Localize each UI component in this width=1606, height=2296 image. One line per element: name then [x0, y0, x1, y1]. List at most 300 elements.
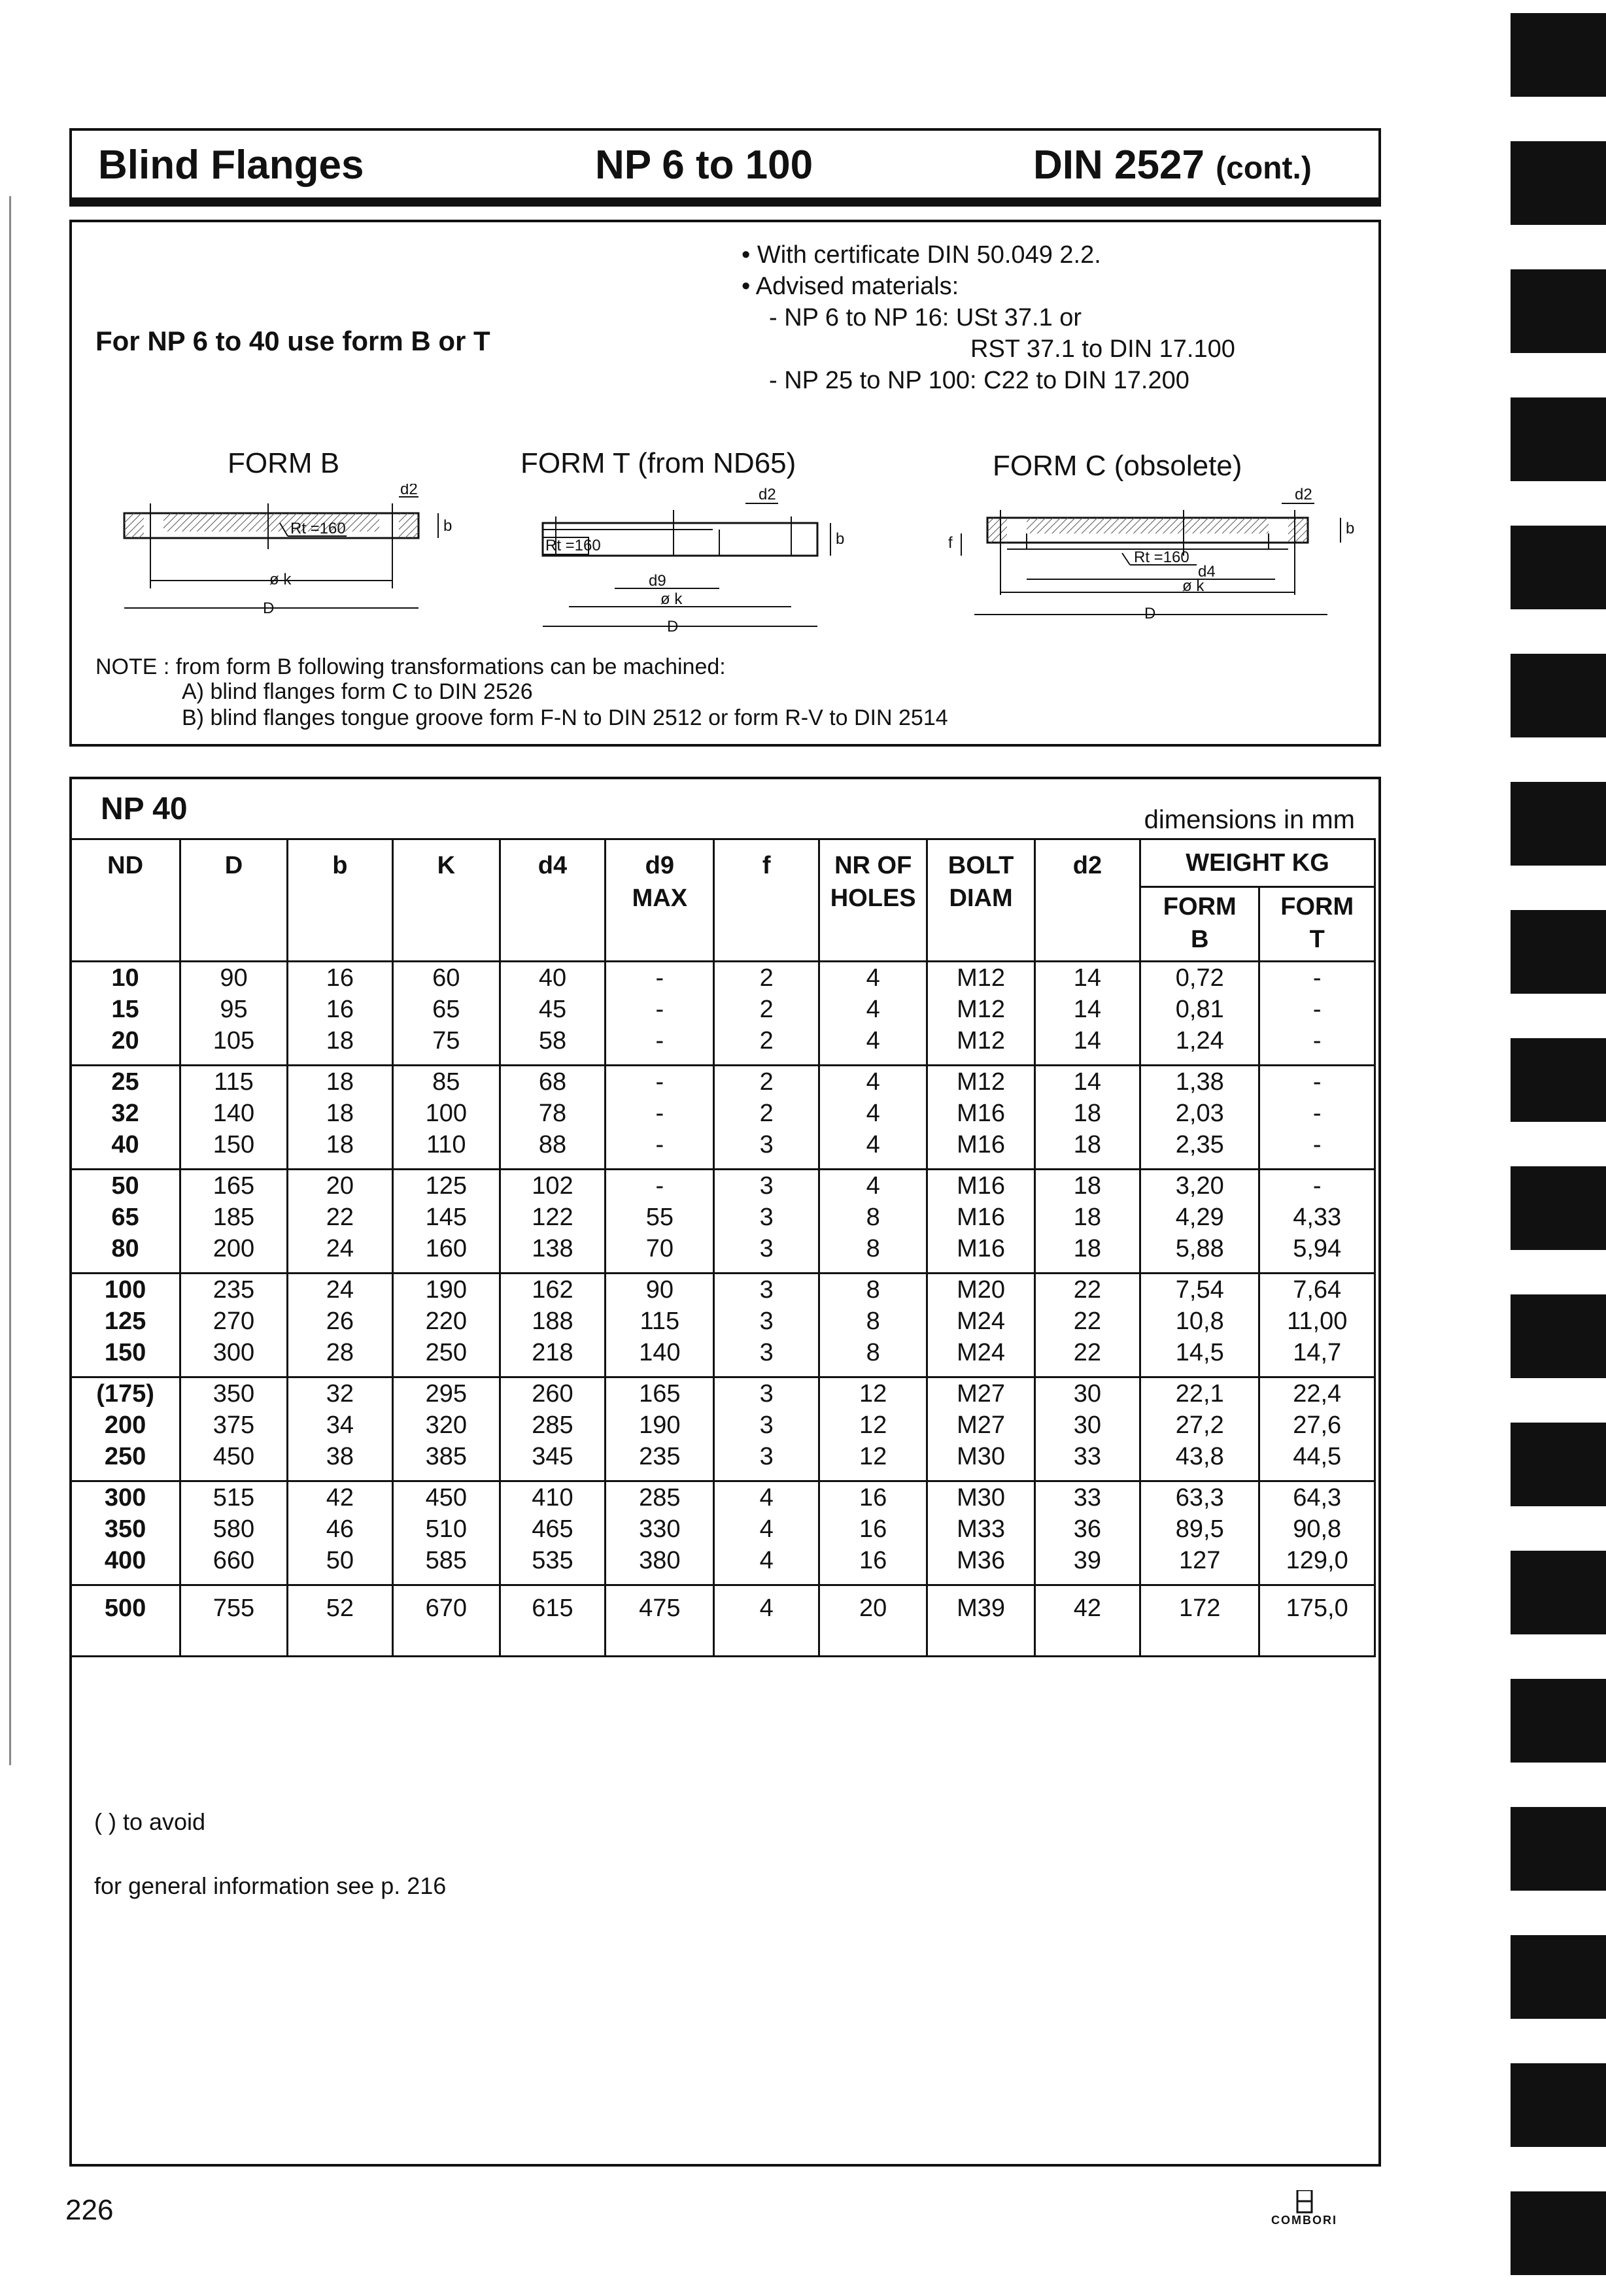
cell-value: 115: [214, 1068, 254, 1096]
cell-value: 44,5: [1293, 1443, 1342, 1470]
cell-value: M30: [957, 1443, 1006, 1470]
standard-suffix: (cont.): [1216, 151, 1312, 186]
cell-value: M16: [957, 1204, 1006, 1231]
cell-value: 465: [532, 1515, 573, 1543]
cell-value: 4: [759, 1547, 774, 1574]
material-line-2: RST 37.1 to DIN 17.100: [970, 335, 1235, 363]
cell-wt: [1259, 1481, 1375, 1585]
cell-k: [392, 1585, 500, 1657]
form-b-rt-label: Rt =160: [290, 520, 346, 537]
cell-b: [287, 1274, 392, 1377]
cell-bolt: [927, 1274, 1035, 1377]
cell-value: 0,72: [1175, 964, 1224, 992]
cell-value: 39: [1073, 1547, 1102, 1574]
cell-value: 90,8: [1293, 1515, 1342, 1543]
form-t-b-label: b: [836, 530, 845, 548]
cell-value: 4: [759, 1595, 774, 1622]
cell-wb: [1140, 1170, 1259, 1274]
cell-value: M27: [957, 1411, 1006, 1439]
cell-value: 64,3: [1293, 1484, 1342, 1511]
header-D: D: [180, 839, 288, 962]
cell-value: 165: [639, 1380, 681, 1408]
cell-value: 10: [111, 964, 139, 992]
cell-value: 85: [432, 1068, 460, 1096]
cell-value: 3: [759, 1276, 774, 1304]
cell-value: 150: [104, 1339, 146, 1366]
form-c-d-label: D: [1144, 605, 1156, 622]
cell-value: 75: [432, 1027, 460, 1055]
binder-tooth: [1511, 1038, 1606, 1122]
binder-tooth: [1511, 13, 1606, 97]
form-b-d-label: D: [263, 599, 275, 617]
cell-value: 295: [425, 1380, 467, 1408]
cell-value: 3: [759, 1235, 774, 1262]
form-use-note: For NP 6 to 40 use form B or T: [95, 326, 490, 356]
cell-value: 32: [111, 1100, 139, 1127]
cell-value: 162: [532, 1276, 573, 1304]
cell-value: 2: [759, 996, 774, 1023]
cell-value: 70: [645, 1235, 674, 1262]
cell-d2: [1034, 1585, 1140, 1657]
cell-value: 2: [759, 1068, 774, 1096]
cell-value: 18: [1073, 1204, 1102, 1231]
cell-value: 1,38: [1175, 1068, 1224, 1096]
cell-value: -: [655, 1027, 664, 1055]
table-body: [71, 962, 1375, 1657]
cell-value: M12: [957, 1027, 1006, 1055]
cell-value: 18: [1073, 1100, 1102, 1127]
bullet-materials: • Advised materials:: [742, 273, 959, 300]
cell-holes: [819, 1585, 927, 1657]
units-note: dimensions in mm: [1144, 805, 1355, 834]
form-t-d2-label: d2: [759, 486, 776, 503]
header-nd: ND: [71, 839, 180, 962]
binder-tooth: [1511, 1166, 1606, 1250]
cell-bolt: [927, 1585, 1035, 1657]
cell-value: 27,2: [1175, 1411, 1224, 1439]
cell-b: [287, 1066, 392, 1170]
cell-d9: [606, 1585, 714, 1657]
cell-d4: [500, 1481, 606, 1585]
cell-value: 110: [426, 1131, 466, 1158]
cell-value: -: [1312, 1027, 1322, 1055]
cell-value: 58: [538, 1027, 567, 1055]
cell-holes: [819, 1377, 927, 1481]
cell-value: 615: [532, 1595, 573, 1622]
cell-value: 36: [1073, 1515, 1102, 1543]
cell-nd: [71, 962, 180, 1066]
cell-wb: [1140, 1274, 1259, 1377]
binder-tooth: [1511, 269, 1606, 353]
cell-value: 250: [104, 1443, 146, 1470]
cell-d: [180, 1481, 288, 1585]
cell-value: 22: [1073, 1276, 1102, 1304]
cell-value: 515: [213, 1484, 255, 1511]
cell-value: 78: [538, 1100, 567, 1127]
footnote-info: for general information see p. 216: [94, 1872, 447, 1899]
cell-value: 4: [866, 1027, 880, 1055]
cell-holes: [819, 962, 927, 1066]
cell-value: 140: [213, 1100, 255, 1127]
cell-value: 350: [104, 1515, 146, 1543]
cell-bolt: [927, 1377, 1035, 1481]
cell-d4: [500, 1170, 606, 1274]
cell-d9: [606, 1377, 714, 1481]
cell-value: 3,20: [1175, 1172, 1224, 1200]
cell-d: [180, 1066, 288, 1170]
cell-d: [180, 962, 288, 1066]
cell-d2: [1034, 1481, 1140, 1585]
binder-tooth: [1511, 397, 1606, 481]
cell-value: -: [655, 1068, 664, 1096]
cell-value: 10,8: [1175, 1308, 1224, 1335]
cell-value: 14,7: [1293, 1339, 1342, 1366]
form-t-d9-label: d9: [649, 572, 666, 590]
cell-value: 42: [326, 1484, 354, 1511]
binder-tooth: [1511, 1807, 1606, 1891]
cell-value: 22: [1073, 1339, 1102, 1366]
cell-value: -: [655, 1100, 664, 1127]
form-b-label: FORM B: [228, 447, 340, 479]
cell-value: 12: [859, 1411, 887, 1439]
cell-value: 4,29: [1175, 1204, 1224, 1231]
cell-value: 1,24: [1175, 1027, 1224, 1055]
cell-value: 32: [326, 1380, 354, 1408]
table-row-group: [71, 1377, 1375, 1481]
header-form-b: FORM B: [1140, 887, 1259, 962]
cell-value: 46: [326, 1515, 354, 1543]
cell-b: [287, 962, 392, 1066]
material-line-1: - NP 6 to NP 16: USt 37.1 or: [769, 304, 1082, 331]
cell-value: 345: [532, 1443, 573, 1470]
cell-value: M20: [957, 1276, 1006, 1304]
cell-value: -: [1312, 1172, 1322, 1200]
binder-tooth: [1511, 782, 1606, 866]
cell-b: [287, 1585, 392, 1657]
cell-k: [392, 962, 500, 1066]
note-line-3: B) blind flanges tongue groove form F-N to DIN 2512 or form R-V to DIN 2514: [182, 705, 948, 730]
cell-value: 38: [326, 1443, 354, 1470]
cell-value: 22: [1073, 1308, 1102, 1335]
cell-value: 4: [759, 1515, 774, 1543]
cell-f: [714, 1377, 819, 1481]
binder-tooth: [1511, 526, 1606, 609]
cell-value: 218: [532, 1339, 573, 1366]
cell-value: 5,94: [1293, 1235, 1342, 1262]
cell-value: 3: [759, 1411, 774, 1439]
cell-value: 200: [104, 1411, 146, 1439]
cell-value: 42: [1073, 1595, 1102, 1622]
cell-value: 5,88: [1175, 1235, 1224, 1262]
cell-value: 65: [432, 996, 460, 1023]
cell-value: -: [655, 964, 664, 992]
standard-title: [1033, 143, 1312, 192]
cell-value: 4: [866, 1172, 880, 1200]
cell-holes: [819, 1274, 927, 1377]
cell-d: [180, 1274, 288, 1377]
cell-value: 127: [1179, 1547, 1221, 1574]
cell-d4: [500, 962, 606, 1066]
cell-value: 27,6: [1293, 1411, 1342, 1439]
cell-value: 40: [538, 964, 567, 992]
table-row-group: [71, 1066, 1375, 1170]
cell-value: 20: [326, 1172, 354, 1200]
cell-value: -: [655, 1131, 664, 1158]
cell-value: 3: [759, 1172, 774, 1200]
cell-value: 475: [639, 1595, 681, 1622]
cell-value: 4: [866, 1131, 880, 1158]
cell-value: 16: [326, 996, 354, 1023]
cell-value: 300: [213, 1339, 255, 1366]
cell-value: 185: [213, 1204, 255, 1231]
cell-value: 43,8: [1175, 1443, 1224, 1470]
cell-value: 2: [759, 1100, 774, 1127]
cell-value: 4: [866, 1068, 880, 1096]
pressure-range: NP 6 to 100: [595, 143, 813, 188]
cell-value: 18: [1073, 1172, 1102, 1200]
cell-value: M24: [957, 1339, 1006, 1366]
note-line-2: A) blind flanges form C to DIN 2526: [182, 679, 533, 704]
cell-d9: [606, 1170, 714, 1274]
cell-value: 33: [1073, 1443, 1102, 1470]
material-line-3: - NP 25 to NP 100: C22 to DIN 17.200: [769, 367, 1189, 394]
cell-value: M16: [957, 1131, 1006, 1158]
cell-value: 535: [532, 1547, 573, 1574]
form-c-d2-label: d2: [1295, 486, 1312, 503]
cell-value: 14: [1073, 964, 1102, 992]
cell-nd: [71, 1170, 180, 1274]
cell-f: [714, 1066, 819, 1170]
cell-value: 16: [326, 964, 354, 992]
cell-k: [392, 1377, 500, 1481]
cell-value: 100: [425, 1100, 467, 1127]
cell-value: 63,3: [1175, 1484, 1224, 1511]
cell-d4: [500, 1377, 606, 1481]
cell-value: 8: [866, 1235, 880, 1262]
cell-wt: [1259, 1066, 1375, 1170]
cell-value: 400: [104, 1547, 146, 1574]
header-form-t: FORM T: [1259, 887, 1375, 962]
cell-value: 380: [639, 1547, 681, 1574]
form-t-diagram: [530, 484, 935, 634]
cell-value: 8: [866, 1276, 880, 1304]
cell-value: 140: [639, 1339, 681, 1366]
table-row-group: [71, 1481, 1375, 1585]
cell-d9: [606, 962, 714, 1066]
cell-value: 18: [1073, 1235, 1102, 1262]
cell-value: 68: [538, 1068, 567, 1096]
cell-value: M12: [957, 1068, 1006, 1096]
cell-value: 0,81: [1175, 996, 1224, 1023]
cell-value: 175,0: [1286, 1595, 1348, 1622]
cell-value: 24: [326, 1276, 354, 1304]
cell-value: 260: [532, 1380, 573, 1408]
cell-value: 18: [1073, 1131, 1102, 1158]
cell-value: (175): [96, 1380, 154, 1408]
cell-value: 90: [645, 1276, 674, 1304]
cell-value: 670: [425, 1595, 467, 1622]
cell-nd: [71, 1274, 180, 1377]
cell-value: 34: [326, 1411, 354, 1439]
cell-value: M12: [957, 964, 1006, 992]
cell-value: 755: [213, 1595, 255, 1622]
cell-value: 4: [866, 964, 880, 992]
header-bolt: BOLT DIAM: [927, 839, 1035, 962]
cell-bolt: [927, 1481, 1035, 1585]
form-t-d-label: D: [667, 618, 679, 634]
cell-value: M36: [957, 1547, 1006, 1574]
cell-value: 220: [425, 1308, 467, 1335]
form-c-d4-label: d4: [1198, 563, 1216, 581]
form-c-diagram: [909, 484, 1380, 634]
cell-wt: [1259, 1170, 1375, 1274]
header-d9: d9 MAX: [606, 839, 714, 962]
cell-value: 16: [859, 1484, 887, 1511]
cell-value: 580: [213, 1515, 255, 1543]
cell-nd: [71, 1481, 180, 1585]
cell-value: 8: [866, 1204, 880, 1231]
cell-value: -: [655, 996, 664, 1023]
publisher-logo: [1256, 2190, 1354, 2229]
cell-d9: [606, 1066, 714, 1170]
page-title: Blind Flanges: [98, 143, 364, 188]
cell-d2: [1034, 1377, 1140, 1481]
cell-value: 450: [425, 1484, 467, 1511]
cell-value: 18: [326, 1027, 354, 1055]
cell-d: [180, 1377, 288, 1481]
cell-wb: [1140, 1066, 1259, 1170]
binder-tooth: [1511, 2063, 1606, 2147]
cell-value: 12: [859, 1443, 887, 1470]
form-b-d2-label: d2: [400, 484, 418, 498]
page-number: 226: [65, 2194, 114, 2226]
cell-value: 50: [326, 1547, 354, 1574]
binder-spine: [1497, 0, 1606, 2296]
cell-value: -: [1312, 996, 1322, 1023]
cell-value: 350: [213, 1380, 255, 1408]
cell-value: M16: [957, 1235, 1006, 1262]
cell-bolt: [927, 1170, 1035, 1274]
binder-tooth: [1511, 654, 1606, 737]
cell-value: 16: [859, 1515, 887, 1543]
cell-k: [392, 1170, 500, 1274]
cell-value: 100: [104, 1276, 146, 1304]
cell-value: 50: [111, 1172, 139, 1200]
binder-tooth: [1511, 2191, 1606, 2275]
cell-value: 24: [326, 1235, 354, 1262]
cell-d4: [500, 1066, 606, 1170]
cell-value: 55: [645, 1204, 674, 1231]
cell-value: 22: [326, 1204, 354, 1231]
cell-value: 3: [759, 1131, 774, 1158]
cell-f: [714, 1585, 819, 1657]
cell-value: 14: [1073, 1027, 1102, 1055]
cell-value: 235: [213, 1276, 255, 1304]
cell-value: 385: [425, 1443, 467, 1470]
header-f: f: [714, 839, 819, 962]
form-b-diagram: [111, 484, 504, 621]
cell-value: 285: [639, 1484, 681, 1511]
cell-d: [180, 1170, 288, 1274]
cell-value: 7,54: [1175, 1276, 1224, 1304]
cell-value: 125: [104, 1308, 146, 1335]
cell-d2: [1034, 1274, 1140, 1377]
cell-b: [287, 1377, 392, 1481]
cell-value: 115: [640, 1308, 680, 1335]
note-line-1: NOTE : from form B following transformations can be machined:: [95, 654, 726, 679]
binder-tooth: [1511, 1294, 1606, 1378]
header-b: b: [287, 839, 392, 962]
form-c-k-label: ø k: [1182, 577, 1204, 595]
cell-value: 102: [532, 1172, 573, 1200]
cell-value: 7,64: [1293, 1276, 1342, 1304]
margin-line: [9, 196, 11, 1765]
cell-value: 8: [866, 1308, 880, 1335]
cell-value: 200: [213, 1235, 255, 1262]
cell-value: 270: [213, 1308, 255, 1335]
cell-b: [287, 1170, 392, 1274]
cell-value: 3: [759, 1380, 774, 1408]
cell-wt: [1259, 1377, 1375, 1481]
table-row-group: [71, 1170, 1375, 1274]
header-K: K: [392, 839, 500, 962]
form-c-f-label: f: [948, 534, 953, 552]
cell-value: 160: [425, 1235, 467, 1262]
cell-value: 138: [532, 1235, 573, 1262]
cell-value: 18: [326, 1131, 354, 1158]
cell-d2: [1034, 962, 1140, 1066]
header-holes: NR OF HOLES: [819, 839, 927, 962]
cell-value: 145: [425, 1204, 467, 1231]
cell-d4: [500, 1274, 606, 1377]
cell-d2: [1034, 1066, 1140, 1170]
cell-value: 15: [111, 996, 139, 1023]
cell-holes: [819, 1170, 927, 1274]
form-c-label: FORM C (obsolete): [993, 450, 1242, 482]
binder-tooth: [1511, 1423, 1606, 1506]
cell-value: 330: [639, 1515, 681, 1543]
cell-value: -: [655, 1172, 664, 1200]
cell-value: 375: [213, 1411, 255, 1439]
cell-value: 88: [538, 1131, 567, 1158]
cell-value: 25: [111, 1068, 139, 1096]
form-t-label: FORM T (from ND65): [521, 447, 796, 479]
cell-value: M24: [957, 1308, 1006, 1335]
cell-value: 30: [1073, 1380, 1102, 1408]
table-row-group: [71, 962, 1375, 1066]
cell-f: [714, 962, 819, 1066]
cell-value: 52: [326, 1595, 354, 1622]
cell-nd: [71, 1066, 180, 1170]
cell-f: [714, 1481, 819, 1585]
cell-value: 80: [111, 1235, 139, 1262]
cell-wb: [1140, 1585, 1259, 1657]
cell-value: 172: [1179, 1595, 1221, 1622]
cell-value: 125: [425, 1172, 467, 1200]
info-box: [69, 220, 1381, 747]
cell-nd: [71, 1377, 180, 1481]
bullet-certificate: • With certificate DIN 50.049 2.2.: [742, 241, 1101, 269]
cell-f: [714, 1170, 819, 1274]
cell-wb: [1140, 1377, 1259, 1481]
cell-holes: [819, 1066, 927, 1170]
title-bar: [69, 128, 1381, 200]
cell-value: 188: [532, 1308, 573, 1335]
dimensions-table: [69, 838, 1376, 1657]
cell-value: M33: [957, 1515, 1006, 1543]
logo-text: COMBORI: [1271, 2214, 1337, 2227]
cell-value: M16: [957, 1172, 1006, 1200]
